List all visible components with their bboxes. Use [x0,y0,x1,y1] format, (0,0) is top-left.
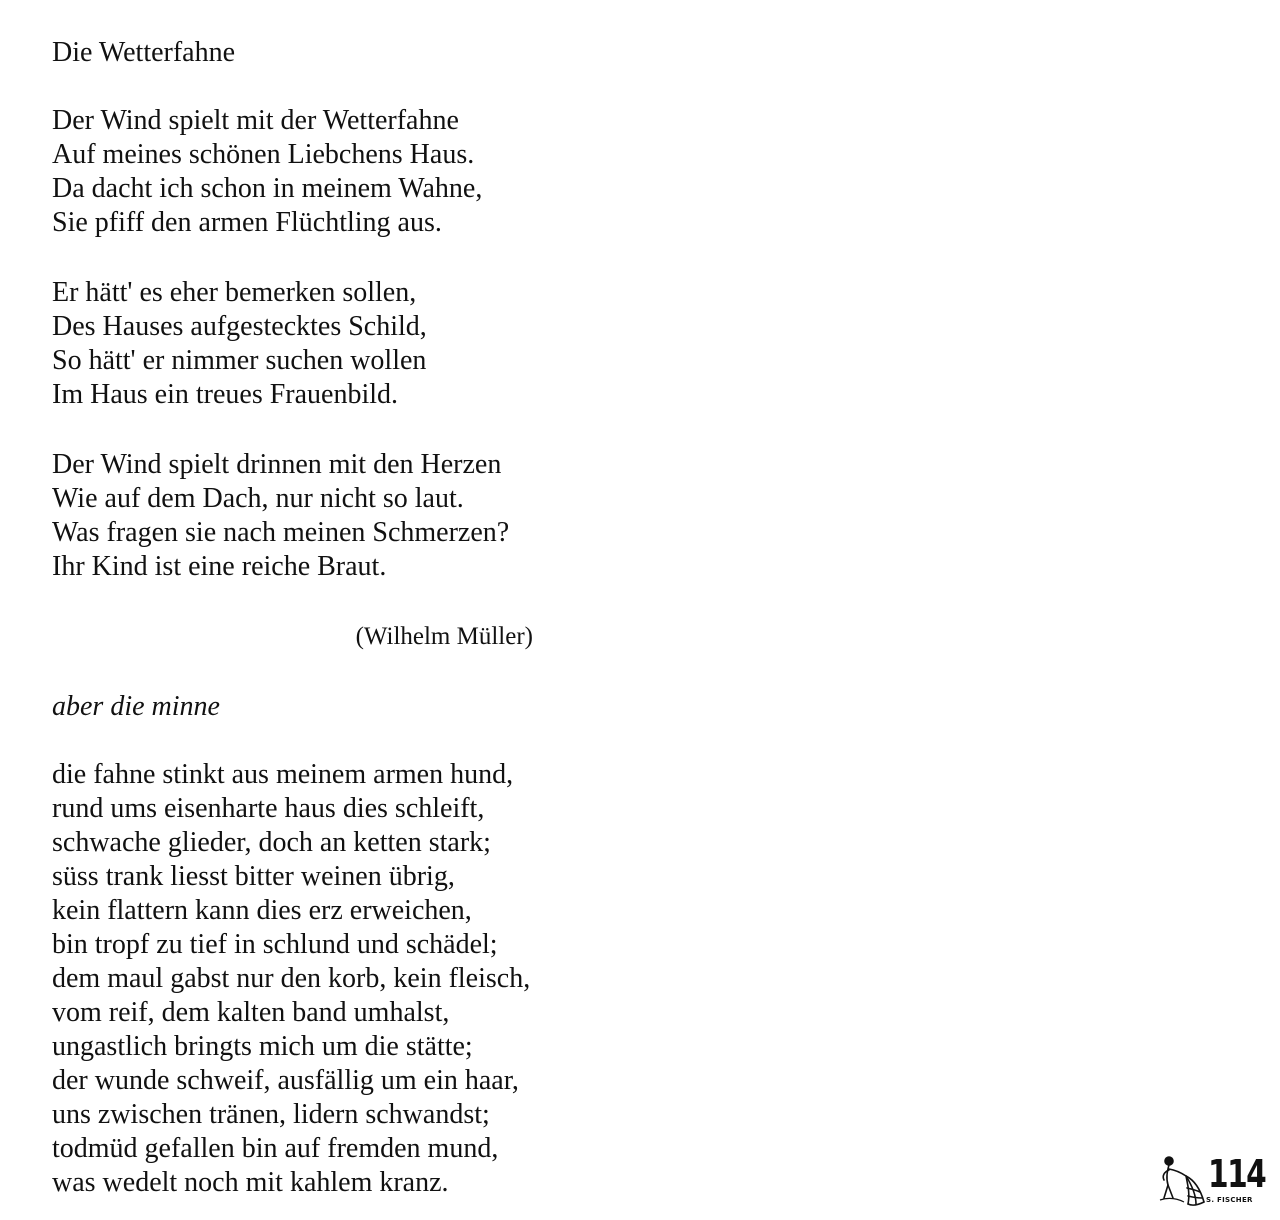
publisher-footer [1158,1152,1268,1212]
stanza-minne [52,758,672,1200]
poem-attribution: (Wilhelm Müller) [355,623,533,650]
poem-line: was wedelt noch mit kahlem kranz. [52,1167,449,1198]
poem-line: Im Haus ein treues Frauenbild. [52,379,399,410]
poem-line: bin tropf zu tief in schlund und schädel; [52,929,498,960]
poem-line: süss trank liesst bitter weinen übrig, [52,861,455,892]
poem-line: kein flattern kann dies erz erweichen, [52,895,472,926]
poem-line: Ihr Kind ist eine reiche Braut. [52,551,387,582]
stanza-3 [52,448,672,584]
stanza-2 [52,276,672,412]
stanza-1 [52,104,672,240]
poem-page [52,36,672,1200]
poem-line: uns zwischen tränen, lidern schwandst; [52,1099,490,1130]
poem-line: Was fragen sie nach meinen Schmerzen? [52,517,510,548]
poem-line: Da dacht ich schon in meinem Wahne, [52,173,483,204]
poem-line: vom reif, dem kalten band umhalst, [52,997,450,1028]
poem-line: Wie auf dem Dach, nur nicht so laut. [52,483,464,514]
poem-line: die fahne stinkt aus meinem armen hund, [52,759,514,790]
poem-line: Auf meines schönen Liebchens Haus. [52,139,475,170]
poem-line: Sie pfiff den armen Flüchtling aus. [52,207,442,238]
poem-line: ungastlich bringts mich um die stätte; [52,1031,473,1062]
poem-line: todmüd gefallen bin auf fremden mund, [52,1133,499,1164]
page-number: 114 [1208,1152,1266,1196]
poem-title-die-wetterfahne: Die Wetterfahne [52,37,236,68]
poem-line: Der Wind spielt drinnen mit den Herzen [52,449,502,480]
poem-line: schwache glieder, doch an ketten stark; [52,827,491,858]
poem-line: rund ums eisenharte haus dies schleift, [52,793,485,824]
poem-line: So hätt' er nimmer suchen wollen [52,345,427,376]
fisherman-logo-icon [1158,1152,1210,1208]
publisher-name: S. FISCHER [1206,1196,1253,1204]
poem-line: Des Hauses aufgestecktes Schild, [52,311,427,342]
poem-line: Er hätt' es eher bemerken sollen, [52,277,417,308]
poem-line: Der Wind spielt mit der Wetterfahne [52,105,459,136]
poem-title-aber-die-minne: aber die minne [52,691,220,722]
poem-line: der wunde schweif, ausfällig um ein haar, [52,1065,519,1096]
poem-line: dem maul gabst nur den korb, kein fleisch, [52,963,531,994]
